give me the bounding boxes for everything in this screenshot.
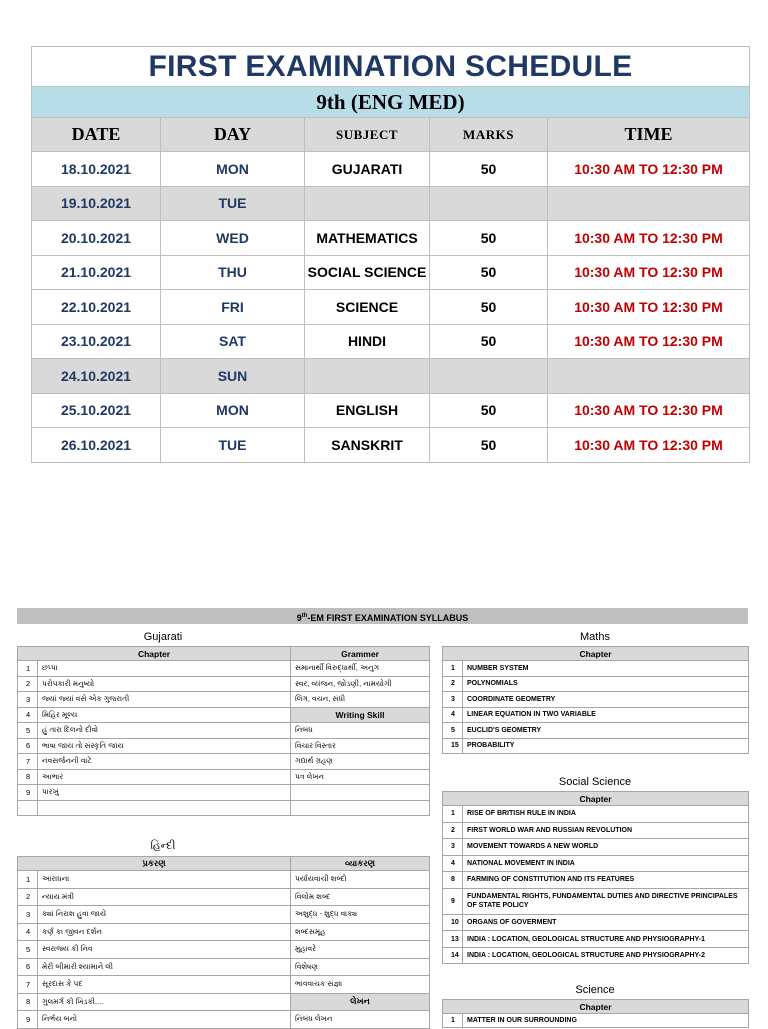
- social-chapter-cell: MOVEMENT TOWARDS A NEW WORLD: [463, 839, 749, 856]
- hindi-grammar-cell: પર્યાયવાચી શબ્દો: [291, 871, 430, 889]
- gujarati-grammar-cell: સમાનાર્થી વિરુદ્ધાર્થી, અનુગ: [291, 661, 430, 677]
- social-chapter-cell: INDIA : LOCATION, GEOLOGICAL STRUCTURE AND PHYSIOGRAPHY-2: [463, 947, 749, 964]
- social-number-cell: 4: [443, 855, 463, 872]
- schedule-marks-cell: 50: [430, 393, 548, 428]
- schedule-row: [32, 186, 750, 221]
- gujarati-chapter-cell: આભાર: [38, 769, 291, 785]
- hindi-row: [18, 923, 430, 941]
- maths-row: [443, 738, 749, 754]
- hindi-row: [18, 976, 430, 994]
- class-label: 9th (ENG MED): [32, 87, 750, 118]
- schedule-day-cell: MON: [161, 152, 305, 187]
- social-chapter-cell: NATIONAL MOVEMENT IN INDIA: [463, 855, 749, 872]
- gujarati-row: [18, 707, 430, 723]
- hindi-number-cell: 9: [18, 1011, 38, 1029]
- hindi-syllabus-table: [17, 856, 430, 1029]
- hindi-chapter-cell: ક્યાં નિરાશ હુવા જાયે: [38, 906, 291, 924]
- maths-chapter-cell: LINEAR EQUATION IN TWO VARIABLE: [463, 707, 749, 723]
- schedule-date-cell: 19.10.2021: [32, 186, 161, 221]
- hindi-grammar-cell: વિશેષણ: [291, 958, 430, 976]
- hindi-row: [18, 958, 430, 976]
- gujarati-row: [18, 769, 430, 785]
- social-row: [443, 855, 749, 872]
- schedule-day-cell: SUN: [161, 359, 305, 394]
- science-title: Science: [575, 984, 615, 996]
- schedule-marks-cell: 50: [430, 428, 548, 463]
- gujarati-number-cell: [18, 800, 38, 816]
- maths-chapter-cell: EUCLID'S GEOMETRY: [463, 723, 749, 739]
- hindi-grammar-cell: અશુદ્ધ - શુદ્ધ વાક્ય: [291, 906, 430, 924]
- gujarati-grammar-cell: ગદ્યાર્થ ગ્રહણ: [291, 754, 430, 770]
- schedule-time-cell: 10:30 AM TO 12:30 PM: [548, 290, 750, 325]
- schedule-row: [32, 152, 750, 187]
- gujarati-col-chapter: Chapter: [18, 647, 291, 661]
- gujarati-row: [18, 754, 430, 770]
- schedule-title: FIRST EXAMINATION SCHEDULE: [32, 47, 750, 87]
- gujarati-number-cell: 1: [18, 661, 38, 677]
- schedule-marks-cell: [430, 186, 548, 221]
- schedule-time-cell: 10:30 AM TO 12:30 PM: [548, 428, 750, 463]
- hindi-col-grammar: વ્યાકરણ: [291, 857, 430, 871]
- maths-row: [443, 661, 749, 677]
- schedule-date-cell: 22.10.2021: [32, 290, 161, 325]
- maths-number-cell: 15: [443, 738, 463, 754]
- schedule-time-cell: 10:30 AM TO 12:30 PM: [548, 221, 750, 256]
- schedule-date-cell: 26.10.2021: [32, 428, 161, 463]
- schedule-subject-cell: ENGLISH: [305, 393, 430, 428]
- hindi-number-cell: 3: [18, 906, 38, 924]
- social-syllabus-table: [442, 791, 749, 964]
- maths-row: [443, 676, 749, 692]
- gujarati-chapter-cell: પરોપકારી મનુષ્યો: [38, 676, 291, 692]
- schedule-day-cell: THU: [161, 255, 305, 290]
- science-col-chapter: Chapter: [443, 1000, 749, 1014]
- gujarati-chapter-cell: ભાષા જાય તો સંસ્કૃતિ જાય: [38, 738, 291, 754]
- schedule-marks-cell: 50: [430, 255, 548, 290]
- schedule-subject-cell: SCIENCE: [305, 290, 430, 325]
- hindi-grammar-cell: ભાવવાચક સંજ્ઞા: [291, 976, 430, 994]
- hindi-chapter-cell: આરાધના: [38, 871, 291, 889]
- gujarati-chapter-cell: જ્યાં જ્યાં વસે એક ગુજરાતી: [38, 692, 291, 708]
- hindi-number-cell: 2: [18, 888, 38, 906]
- maths-row: [443, 692, 749, 708]
- hindi-row: [18, 888, 430, 906]
- social-number-cell: 14: [443, 947, 463, 964]
- hindi-number-cell: 7: [18, 976, 38, 994]
- maths-row: [443, 707, 749, 723]
- social-row: [443, 839, 749, 856]
- hindi-chapter-cell: ગુલમર્ગ કી ખિડકી....: [38, 993, 291, 1011]
- hindi-grammar-cell: વિલોમ શબ્દ: [291, 888, 430, 906]
- hindi-grammar-cell: શબ્દસમૂહ: [291, 923, 430, 941]
- gujarati-grammar-cell: [291, 785, 430, 801]
- schedule-day-cell: TUE: [161, 428, 305, 463]
- gujarati-col-grammer: Grammer: [291, 647, 430, 661]
- social-number-cell: 3: [443, 839, 463, 856]
- maths-title: Maths: [580, 631, 610, 643]
- social-col-chapter: Chapter: [443, 792, 749, 806]
- science-chapter-cell: MATTER IN OUR SURROUNDING: [463, 1014, 749, 1028]
- schedule-date-cell: 25.10.2021: [32, 393, 161, 428]
- schedule-subject-cell: [305, 359, 430, 394]
- gujarati-grammar-cell: પત્ર લેખન: [291, 769, 430, 785]
- schedule-day-cell: MON: [161, 393, 305, 428]
- schedule-subject-cell: MATHEMATICS: [305, 221, 430, 256]
- hindi-chapter-cell: સૂરદાસ કે પદ: [38, 976, 291, 994]
- gujarati-number-cell: 9: [18, 785, 38, 801]
- schedule-row: [32, 428, 750, 463]
- schedule-date-cell: 20.10.2021: [32, 221, 161, 256]
- gujarati-row: [18, 723, 430, 739]
- maths-number-cell: 1: [443, 661, 463, 677]
- gujarati-title: Gujarati: [143, 631, 183, 643]
- gujarati-row: [18, 676, 430, 692]
- maths-col-chapter: Chapter: [443, 647, 749, 661]
- hindi-row: [18, 1011, 430, 1029]
- schedule-row: [32, 290, 750, 325]
- schedule-time-cell: 10:30 AM TO 12:30 PM: [548, 393, 750, 428]
- hindi-number-cell: 4: [18, 923, 38, 941]
- maths-chapter-cell: NUMBER SYSTEM: [463, 661, 749, 677]
- hindi-number-cell: 1: [18, 871, 38, 889]
- gujarati-number-cell: 5: [18, 723, 38, 739]
- gujarati-chapter-cell: પારખું: [38, 785, 291, 801]
- schedule-marks-cell: 50: [430, 221, 548, 256]
- hindi-chapter-cell: મેરી બીમારી શ્યામાને લી: [38, 958, 291, 976]
- hindi-row: [18, 871, 430, 889]
- gujarati-number-cell: 3: [18, 692, 38, 708]
- schedule-marks-cell: 50: [430, 324, 548, 359]
- social-number-cell: 1: [443, 806, 463, 823]
- schedule-subject-cell: GUJARATI: [305, 152, 430, 187]
- social-chapter-cell: RISE OF BRITISH RULE IN INDIA: [463, 806, 749, 823]
- social-number-cell: 10: [443, 914, 463, 931]
- gujarati-number-cell: 7: [18, 754, 38, 770]
- schedule-subject-cell: HINDI: [305, 324, 430, 359]
- schedule-day-cell: TUE: [161, 186, 305, 221]
- social-row: [443, 872, 749, 889]
- header-marks: MARKS: [430, 118, 548, 152]
- social-row: [443, 806, 749, 823]
- gujarati-row: [18, 692, 430, 708]
- schedule-marks-cell: 50: [430, 152, 548, 187]
- hindi-grammar-cell: નિબંધ લેખન: [291, 1011, 430, 1029]
- gujarati-chapter-cell: હું તારા દિલનો દીવો: [38, 723, 291, 739]
- maths-number-cell: 2: [443, 676, 463, 692]
- science-number-cell: 1: [443, 1014, 463, 1028]
- header-subject: SUBJECT: [305, 118, 430, 152]
- schedule-date-cell: 24.10.2021: [32, 359, 161, 394]
- gujarati-chapter-cell: મિહિર મૂલ્ય: [38, 707, 291, 723]
- gujarati-grammar-cell: નિબંધ: [291, 723, 430, 739]
- gujarati-syllabus-table: [17, 646, 430, 816]
- social-chapter-cell: ORGANS OF GOVERMENT: [463, 914, 749, 931]
- maths-number-cell: 4: [443, 707, 463, 723]
- schedule-time-cell: [548, 359, 750, 394]
- hindi-col-chapter: પ્રકરણ: [18, 857, 291, 871]
- hindi-chapter-cell: કર્ણ કા જીવન દર્શન: [38, 923, 291, 941]
- gujarati-number-cell: 4: [18, 707, 38, 723]
- gujarati-grammar-cell: [291, 800, 430, 816]
- social-number-cell: 8: [443, 872, 463, 889]
- exam-schedule-table: [31, 46, 750, 463]
- schedule-marks-cell: [430, 359, 548, 394]
- schedule-row: [32, 221, 750, 256]
- schedule-date-cell: 21.10.2021: [32, 255, 161, 290]
- social-row: [443, 931, 749, 948]
- hindi-grammar-cell: લેખન: [291, 993, 430, 1011]
- social-number-cell: 9: [443, 888, 463, 914]
- schedule-time-cell: 10:30 AM TO 12:30 PM: [548, 152, 750, 187]
- hindi-row: [18, 993, 430, 1011]
- gujarati-chapter-cell: [38, 800, 291, 816]
- maths-syllabus-table: [442, 646, 749, 754]
- gujarati-row: [18, 661, 430, 677]
- gujarati-chapter-cell: છપ્પા: [38, 661, 291, 677]
- maths-chapter-cell: COORDINATE GEOMETRY: [463, 692, 749, 708]
- gujarati-chapter-cell: નવસર્જનની વાટે: [38, 754, 291, 770]
- social-chapter-cell: FUNDAMENTAL RIGHTS, FUNDAMENTAL DUTIES AND DIRECTIVE PRINCIPALES OF STATE POLICY: [463, 888, 749, 914]
- gujarati-grammar-cell: સ્વર, વ્યંજન, જોડણી, નામયોગી: [291, 676, 430, 692]
- schedule-row: [32, 255, 750, 290]
- gujarati-grammar-cell: વિચાર વિસ્તાર: [291, 738, 430, 754]
- social-chapter-cell: FIRST WORLD WAR AND RUSSIAN REVOLUTION: [463, 822, 749, 839]
- gujarati-number-cell: 8: [18, 769, 38, 785]
- hindi-chapter-cell: ન્યાય મંત્રી: [38, 888, 291, 906]
- syllabus-banner: 9th-EM FIRST EXAMINATION SYLLABUS: [17, 608, 748, 624]
- schedule-row: [32, 324, 750, 359]
- schedule-day-cell: WED: [161, 221, 305, 256]
- hindi-grammar-cell: મુહાવરે: [291, 941, 430, 959]
- schedule-date-cell: 18.10.2021: [32, 152, 161, 187]
- social-row: [443, 914, 749, 931]
- schedule-day-cell: FRI: [161, 290, 305, 325]
- schedule-marks-cell: 50: [430, 290, 548, 325]
- maths-number-cell: 5: [443, 723, 463, 739]
- maths-chapter-cell: POLYNOMIALS: [463, 676, 749, 692]
- social-title: Social Science: [558, 776, 632, 788]
- maths-row: [443, 723, 749, 739]
- header-date: DATE: [32, 118, 161, 152]
- schedule-subject-cell: SOCIAL SCIENCE: [305, 255, 430, 290]
- hindi-chapter-cell: નિર્ભય બનો: [38, 1011, 291, 1029]
- social-chapter-cell: FARMING OF CONSTITUTION AND ITS FEATURES: [463, 872, 749, 889]
- hindi-title: હિન્દી: [150, 840, 176, 852]
- schedule-row: [32, 359, 750, 394]
- social-number-cell: 2: [443, 822, 463, 839]
- science-row: [443, 1014, 749, 1028]
- schedule-time-cell: [548, 186, 750, 221]
- gujarati-number-cell: 2: [18, 676, 38, 692]
- hindi-number-cell: 8: [18, 993, 38, 1011]
- hindi-row: [18, 906, 430, 924]
- gujarati-grammar-cell: Writing Skill: [291, 707, 430, 723]
- gujarati-grammar-cell: લિંગ, વચન, સંધી: [291, 692, 430, 708]
- hindi-row: [18, 941, 430, 959]
- social-row: [443, 947, 749, 964]
- gujarati-row: [18, 785, 430, 801]
- social-number-cell: 13: [443, 931, 463, 948]
- schedule-time-cell: 10:30 AM TO 12:30 PM: [548, 324, 750, 359]
- hindi-number-cell: 5: [18, 941, 38, 959]
- hindi-number-cell: 6: [18, 958, 38, 976]
- gujarati-row: [18, 738, 430, 754]
- maths-chapter-cell: PROBABILITY: [463, 738, 749, 754]
- schedule-date-cell: 23.10.2021: [32, 324, 161, 359]
- schedule-subject-cell: SANSKRIT: [305, 428, 430, 463]
- schedule-row: [32, 393, 750, 428]
- social-row: [443, 888, 749, 914]
- schedule-time-cell: 10:30 AM TO 12:30 PM: [548, 255, 750, 290]
- social-chapter-cell: INDIA : LOCATION, GEOLOGICAL STRUCTURE AND PHYSIOGRAPHY-1: [463, 931, 749, 948]
- social-row: [443, 822, 749, 839]
- maths-number-cell: 3: [443, 692, 463, 708]
- header-day: DAY: [161, 118, 305, 152]
- header-time: TIME: [548, 118, 750, 152]
- gujarati-row: [18, 800, 430, 816]
- schedule-day-cell: SAT: [161, 324, 305, 359]
- schedule-subject-cell: [305, 186, 430, 221]
- hindi-chapter-cell: સ્વરાજ્ય કી નિવ: [38, 941, 291, 959]
- gujarati-number-cell: 6: [18, 738, 38, 754]
